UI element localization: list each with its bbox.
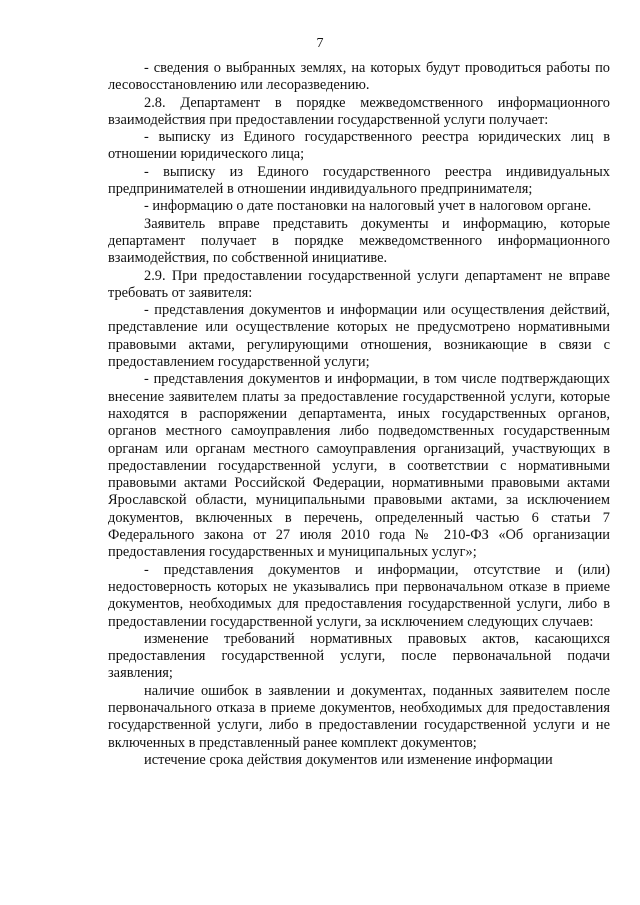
paragraph: - представления документов и информации, в том числе подтверждающих внесение заявителем платы за предоставление государственной услуги, которые находятся в распоряжении департамента, иных государственных органов, органов местного самоуправления либо подведомственных государственным органам или органам местного самоуправления организаций, участвующих в предоставлении государственной услуги, в соответствии с нормативными правовыми актами Российской Федерации, нормативными правовыми актами Ярославской области, муниципальными правовыми актами, за исключением документов, включенных в перечень, определенный частью 6 статьи 7 Федерального закона от 27 июля 2010 года № 210-ФЗ «Об организации предоставления государственных и муниципальных услуг»; [108, 371, 610, 561]
page-number: 7 [316, 36, 324, 51]
paragraph: - выписку из Единого государственного реестра юридических лиц в отношении юридического лица; [108, 129, 610, 163]
paragraph: - сведения о выбранных землях, на которых будут проводиться работы по лесовосстановлению или лесоразведению. [108, 60, 610, 94]
paragraph: Заявитель вправе представить документы и информацию, которые департамент получает в порядке межведомственного информационного взаимодействия, по собственной инициативе. [108, 215, 610, 267]
paragraph: - представления документов и информации, отсутствие и (или) недостоверность которых не указывались при первоначальном отказе в приеме документов, необходимых для предоставления государственной услуги, либо в предоставлении государственной услуги, за исключением следующих случаев: [108, 561, 610, 630]
paragraph: - представления документов и информации или осуществления действий, представление или осуществление которых не предусмотрено нормативными правовыми актами, регулирующими отношения, возникающие в связи с предоставлением государственной услуги; [108, 302, 610, 371]
paragraph: 2.9. При предоставлении государственной услуги департамент не вправе требовать от заявителя: [108, 267, 610, 301]
paragraph: истечение срока действия документов или изменение информации [144, 751, 553, 768]
paragraph: 2.8. Департамент в порядке межведомственного информационного взаимодействия при предоставлении государственной услуги получает: [108, 94, 610, 128]
paragraph: изменение требований нормативных правовых актов, касающихся предоставления государственной услуги, после первоначальной подачи заявления; [108, 630, 610, 682]
paragraph: - информацию о дате постановки на налоговый учет в налоговом органе. [144, 198, 592, 215]
document-body [108, 60, 610, 769]
paragraph: - выписку из Единого государственного реестра индивидуальных предпринимателей в отношении индивидуального предпринимателя; [108, 163, 610, 198]
paragraph: наличие ошибок в заявлении и документах, поданных заявителем после первоначального отказа в приеме документов, необходимых для предоставления государственной услуги, либо в предоставлении государственной услуги и не включенных в представленный ранее комплект документов; [108, 682, 610, 751]
